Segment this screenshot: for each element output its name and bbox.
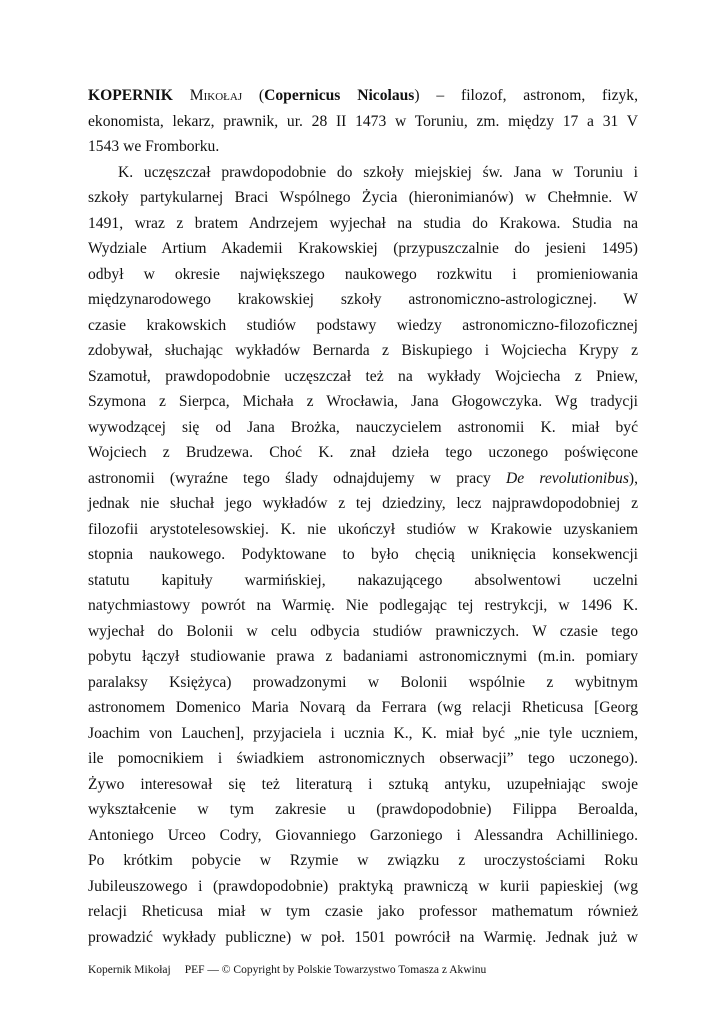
text-line: odbył w okresie największego naukowego rozkwitu i promieniowania [88,265,638,283]
text-line: wyjechał do Bolonii w celu odbycia studiów prawniczych. W czasie tego [88,622,638,640]
footer-copyright: PEF — © Copyright by Polskie Towarzystwo Tomasza z Akwinu [184,964,487,976]
text-line: Żywo interesował się też literaturą i sztuką antyku, uzupełniając swoje [88,775,638,793]
text-line: Wojciech z Brudzewa. Choć K. znał dzieła tego uczonego poświęcone [88,444,638,461]
heading-paren-open: ( [242,87,265,104]
text-line: Joachim von Lauchen], przyjaciela i ucznia K., K. miał być „nie tyle uczniem, [88,724,638,742]
text-line: wykształcenie w tym zakresie u (prawdopodobnie) Filippa Beroalda, [88,801,638,818]
text-line: ekonomista, lekarz, prawnik, ur. 28 II 1473 w Toruniu, zm. między 17 a 31 V [88,112,638,130]
text-line: K. uczęszczał prawdopodobnie do szkoły miejskiej św. Jana w Toruniu i [118,163,638,181]
text-line: prowadzić wykłady publiczne) w poł. 1501 powrócił na Warmię. Jednak już w [88,928,638,946]
text-line: ile pomocnikiem i świadkiem astronomicznych obserwacji” tego uczonego). [88,750,638,767]
text-line: Antoniego Urceo Codry, Giovanniego Garzoniego i Alessandra Achilliniego. [88,826,638,844]
text-line: międzynarodowego krakowskiej szkoły astronomiczno-astrologicznej. W [88,291,638,308]
entry-description: ) – filozof, astronom, fizyk, [414,87,638,104]
entry-latin-name: Copernicus Nicolaus [264,87,415,104]
entry-surname: KOPERNIK [88,87,173,104]
text-line: Szamotuł, prawdopodobnie uczęszczał też na wykłady Wojciecha z Pniew, [88,367,638,385]
text-line: zdobywał, słuchając wykładów Bernarda z Biskupiego i Wojciecha Krypy z [88,342,638,359]
article-body [88,83,638,950]
text-line: Jubileuszowego i (prawdopodobnie) praktyką prawniczą w kurii papieskiej (wg [88,877,638,895]
text-line: relacji Rheticusa miał w tym czasie jako professor mathematum również [88,903,638,920]
text-line: statutu kapituły warmińskiej, nakazującego absolwentowi uczelni [88,571,638,589]
text-line: Wydziale Artium Akademii Krakowskiej (przypuszczalnie do jesieni 1495) [88,240,638,257]
footer-entry-name: Kopernik Mikołaj [88,964,171,976]
text-line: jednak nie słuchał jego wykładów z tej dziedziny, lecz najprawdopodobniej z [88,495,638,512]
text-line: czasie krakowskich studiów podstawy wiedzy astronomiczno-filozoficznej [88,316,638,334]
text-line-segment: ), [628,469,638,487]
text-line: 1491, wraz z bratem Andrzejem wyjechał na studia do Krakowa. Studia na [88,214,638,232]
entry-first-name: Mikołaj [189,87,243,104]
article-heading-line [88,83,638,109]
text-line: 1543 we Fromborku. [88,138,220,155]
paragraph-lines-b [88,491,638,950]
text-line: astronomem Domenico Maria Novarą da Ferrara (wg relacji Rheticusa [Georg [88,699,638,716]
paragraph-lines-a [88,109,638,466]
text-line-segment: astronomii (wyraźne tego ślady odnajdujemy w pracy [88,469,507,487]
text-line: filozofii arystotelesowskiej. K. nie ukończył studiów w Krakowie uzyskaniem [88,520,638,538]
text-line: paralaksy Księżyca) prowadzonymi w Bolonii wspólnie z wybitnym [88,673,638,691]
text-line: stopnia naukowego. Podyktowane to było chęcią uniknięcia konsekwencji [88,546,638,563]
text-line: natychmiastowy powrót na Warmię. Nie podlegając tej restrykcji, w 1496 K. [88,597,638,614]
text-line: pobytu łączył studiowanie prawa z badaniami astronomicznymi (m.in. pomiary [88,648,638,665]
text-line: Po krótkim pobycie w Rzymie w związku z uroczystościami Roku [88,852,638,869]
page-footer [88,964,486,976]
text-line: wywodzącej się od Jana Brożka, nauczycielem astronomii K. miał być [88,418,638,436]
work-title: De revolutionibus [506,469,629,487]
text-line: Szymona z Sierpca, Michała z Wrocławia, Jana Głogowczyka. Wg tradycji [88,393,638,410]
text-line-italic [88,466,638,492]
text-line: szkoły partykularnej Braci Wspólnego Życia (hieronimianów) w Chełmnie. W [88,189,638,206]
